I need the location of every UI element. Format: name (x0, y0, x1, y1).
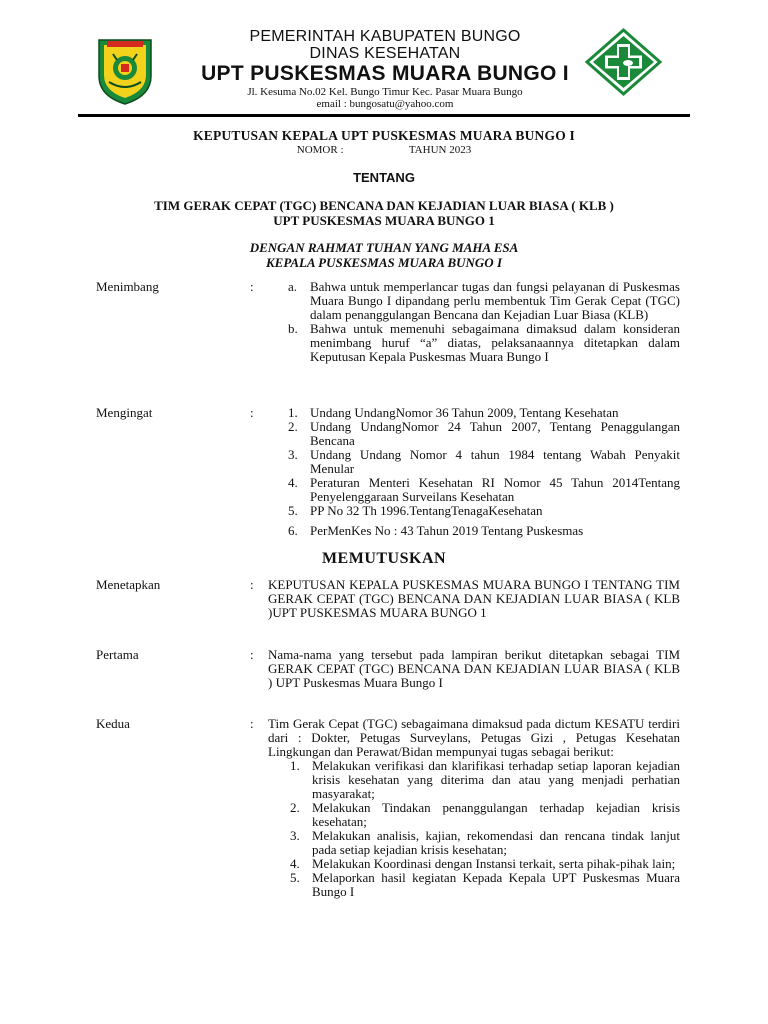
pertama-section (96, 648, 680, 708)
nomor-label: NOMOR : (296, 144, 344, 156)
item-text: Melakukan analisis, kajian, rekomendasi dan rencana tindak lanjut pada setiap kejadian krisis kesehatan; (312, 828, 680, 857)
letterhead-department: DINAS KESEHATAN (309, 45, 461, 62)
item-text: Undang UndangNomor 24 Tahun 2007, Tentang Penaggulangan Bencana (310, 419, 680, 448)
menimbang-item (288, 322, 680, 364)
pertama-text: Nama-nama yang tersebut pada lampiran berikut ditetapkan sebagai TIM GERAK CEPAT (TGC) BENCANA DAN KEJADIAN LUAR BIASA ( KLB ) UPT Puskesmas Muara Bungo I (268, 647, 680, 690)
item-marker: 2. (290, 800, 300, 815)
item-marker: a. (288, 279, 298, 294)
tentang-heading: TENTANG (353, 170, 415, 185)
rahmat-line-2: KEPALA PUSKESMAS MUARA BUNGO I (266, 255, 502, 270)
mengingat-label: Mengingat (96, 405, 153, 420)
menetapkan-colon: : (250, 577, 254, 592)
letterhead-government: PEMERINTAH KABUPATEN BUNGO (249, 28, 521, 45)
letterhead-institution: UPT PUSKESMAS MUARA BUNGO I (201, 62, 569, 85)
letterhead-address: Jl. Kesuma No.02 Kel. Bungo Timur Kec. Pasar Muara Bungo (247, 86, 523, 98)
rahmat-line-1: DENGAN RAHMAT TUHAN YANG MAHA ESA (249, 240, 519, 255)
letterhead (180, 28, 590, 110)
item-text: Undang Undang Nomor 4 tahun 1984 tentang Wabah Penyakit Menular (310, 447, 680, 476)
item-marker: 2. (288, 419, 298, 434)
mengingat-item (288, 504, 680, 518)
task-item (290, 857, 680, 871)
decree-title: KEPUTUSAN KEPALA UPT PUSKESMAS MUARA BUNGO I (193, 128, 575, 143)
menetapkan-text: KEPUTUSAN KEPALA PUSKESMAS MUARA BUNGO I TENTANG TIM GERAK CEPAT (TGC) BENCANA DAN KEJADIAN LUAR BIASA ( KLB )UPT PUSKESMAS MUARA BUNGO 1 (268, 577, 680, 620)
mengingat-section (96, 406, 680, 541)
kedua-content (268, 717, 680, 899)
menimbang-colon: : (250, 279, 254, 294)
pertama-colon: : (250, 647, 254, 662)
item-marker: 1. (288, 405, 298, 420)
kedua-label: Kedua (96, 716, 130, 731)
task-item (290, 759, 680, 801)
task-item (290, 829, 680, 857)
item-marker: 5. (288, 503, 298, 518)
mengingat-item (288, 448, 680, 476)
item-marker: 3. (290, 828, 300, 843)
item-text: Bahwa untuk memenuhi sebagaimana dimaksud dalam konsideran menimbang huruf “a” diatas, pelaksanaannya ditetapkan dalam Keputusan Kepala Puskesmas Muara Bungo I (310, 321, 680, 364)
item-marker: 6. (288, 523, 298, 538)
item-marker: 5. (290, 870, 300, 885)
menetapkan-section (96, 578, 680, 638)
item-text: Melakukan verifikasi dan klarifikasi terhadap setiap laporan kejadian krisis kesehatan yang diterima dan atau yang menjadi perhatian masyarakat; (312, 758, 680, 801)
kedua-task-list (290, 759, 680, 899)
menimbang-label: Menimbang (96, 279, 159, 294)
mengingat-item (288, 420, 680, 448)
item-marker: 1. (290, 758, 300, 773)
subject-line-1: TIM GERAK CEPAT (TGC) BENCANA DAN KEJADIAN LUAR BIASA ( KLB ) (154, 198, 614, 213)
menimbang-item (288, 280, 680, 322)
item-text: Undang UndangNomor 36 Tahun 2009, Tentang Kesehatan (310, 405, 619, 420)
item-marker: 4. (288, 475, 298, 490)
item-marker: b. (288, 321, 298, 336)
mengingat-item (288, 406, 680, 420)
menimbang-section (96, 280, 680, 395)
puskesmas-cross-emblem-icon (585, 28, 662, 96)
pertama-label: Pertama (96, 647, 139, 662)
menimbang-content (288, 280, 680, 364)
subject-line-2: UPT PUSKESMAS MUARA BUNGO 1 (273, 213, 495, 228)
item-text: Peraturan Menteri Kesehatan RI Nomor 45 Tahun 2014Tentang Penyelenggaraan Surveilans Kesehatan (310, 475, 680, 504)
mengingat-colon: : (250, 405, 254, 420)
tahun-label: TAHUN 2023 (408, 144, 472, 156)
task-item (290, 801, 680, 829)
item-text: Melaporkan hasil kegiatan Kepada Kepala UPT Puskesmas Muara Bungo I (312, 870, 680, 899)
kedua-intro: Tim Gerak Cepat (TGC) sebagaimana dimaksud pada dictum KESATU terdiri dari : Dokter, Petugas Surveylans, Petugas Gizi , Petugas Kesehatan Lingkungan dan Perawat/Bidan mempunyai tugas sebagai berikut: (268, 716, 680, 759)
kedua-colon: : (250, 716, 254, 731)
mengingat-content (288, 406, 680, 538)
decree-number-row (78, 144, 690, 156)
kabupaten-bungo-emblem-icon (95, 34, 155, 106)
mengingat-item (288, 476, 680, 504)
item-marker: 4. (290, 856, 300, 871)
item-text: Bahwa untuk memperlancar tugas dan fungsi pelayanan di Puskesmas Muara Bungo I dipandang perlu membentuk Tim Gerak Cepat (TGC) dalam penanggulangan Bencana dan Kejadian Luar Biasa (KLB) (310, 279, 680, 322)
item-marker: 3. (288, 447, 298, 462)
item-text: PP No 32 Th 1996.TentangTenagaKesehatan (310, 503, 543, 518)
mengingat-item (288, 524, 680, 538)
task-item (290, 871, 680, 899)
menetapkan-label: Menetapkan (96, 577, 161, 592)
item-text: Melakukan Tindakan penanggulangan terhadap kejadian krisis kesehatan; (312, 800, 680, 829)
letterhead-email: email : bungosatu@yahoo.com (316, 98, 454, 110)
memutuskan-heading: MEMUTUSKAN (321, 550, 447, 567)
item-text: Melakukan Koordinasi dengan Instansi terkait, serta pihak-pihak lain; (312, 856, 676, 871)
kedua-section (96, 717, 680, 932)
letterhead-rule (78, 114, 690, 117)
item-text: PerMenKes No : 43 Tahun 2019 Tentang Puskesmas (310, 523, 584, 538)
